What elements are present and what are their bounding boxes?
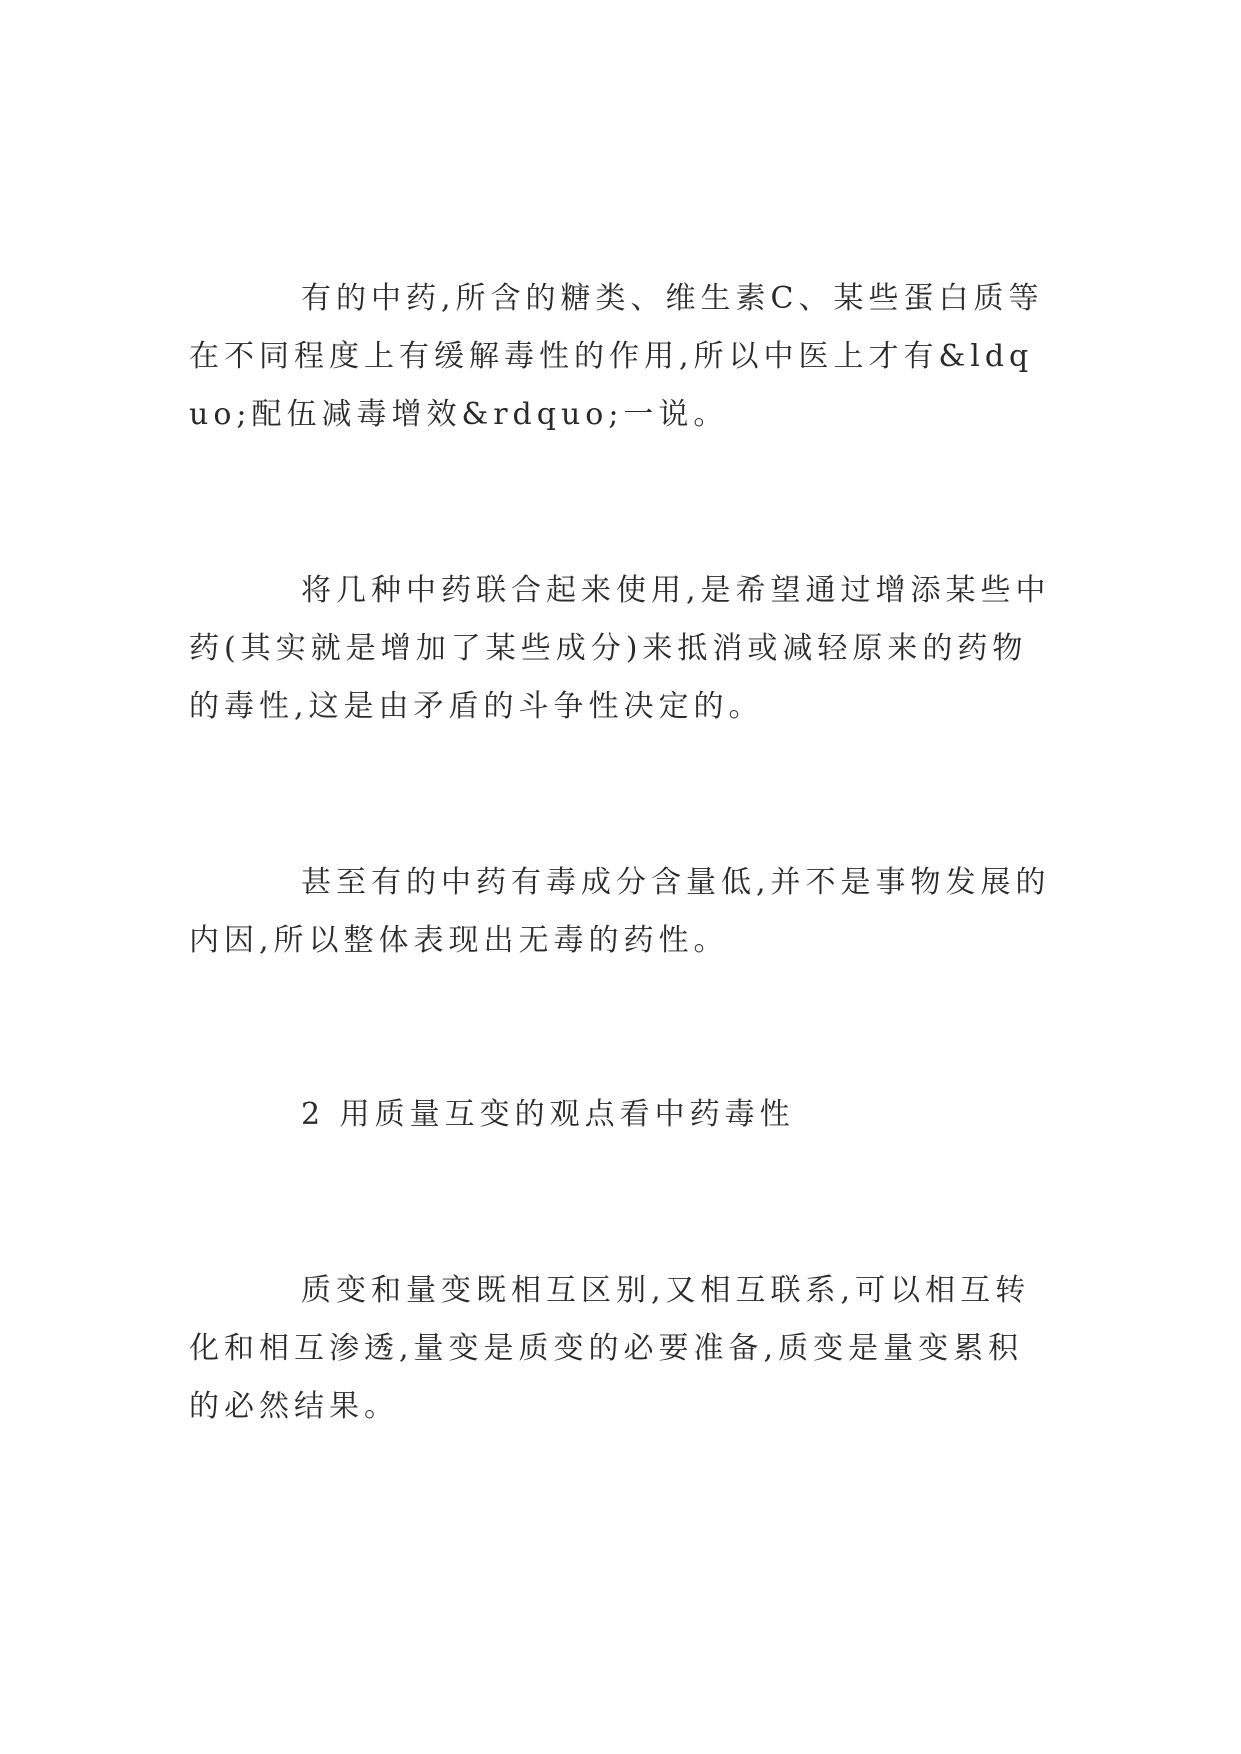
paragraph-2: 将几种中药联合起来使用,是希望通过增添某些中药(其实就是增加了某些成分)来抵消或减轻原来的药物的毒性,这是由矛盾的斗争性决定的。: [189, 573, 1051, 724]
paragraph-4: 质变和量变既相互区别,又相互联系,可以相互转化和相互渗透,量变是质变的必要准备,质变是量变累积的必然结果。: [189, 1273, 1031, 1424]
paragraph-3: 甚至有的中药有毒成分含量低,并不是事物发展的内因,所以整体表现出无毒的药性。: [189, 865, 1051, 958]
section-heading: 2 用质量互变的观点看中药毒性: [301, 1097, 795, 1132]
paragraph-1: 有的中药,所含的糖类、维生素C、某些蛋白质等在不同程度上有缓解毒性的作用,所以中医上才有&ldquo;配伍减毒增效&rdquo;一说。: [189, 281, 1044, 432]
